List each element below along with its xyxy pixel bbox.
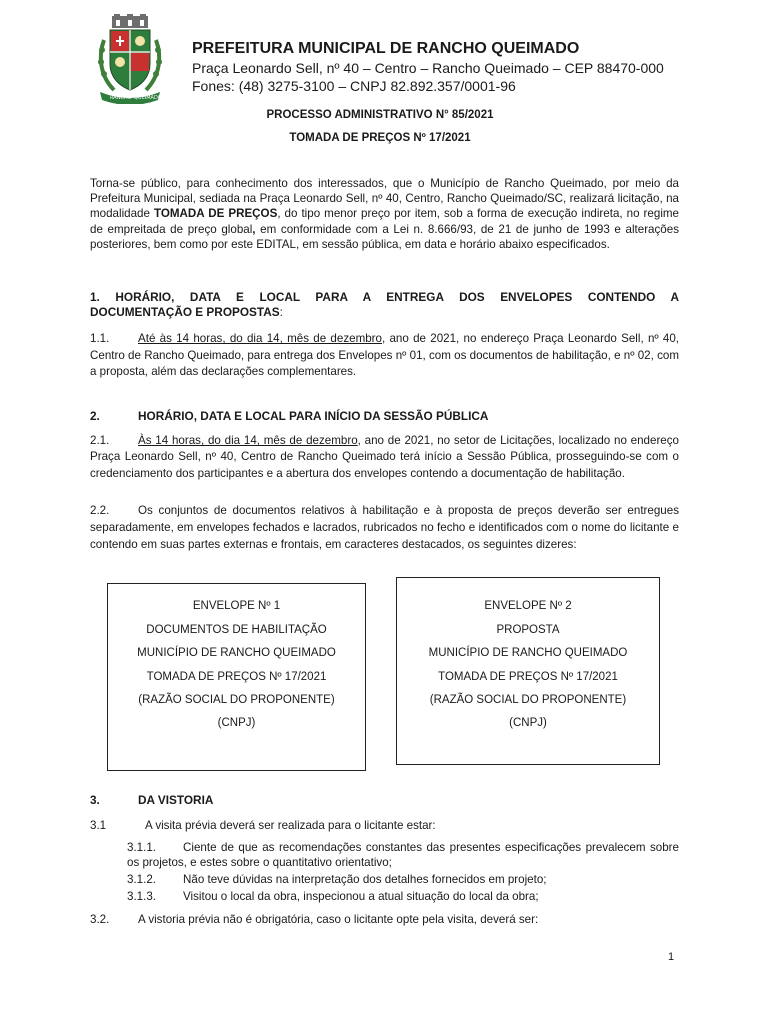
section2-heading bbox=[90, 409, 679, 424]
intro-bold-comma: , bbox=[252, 222, 256, 236]
item-number: 3.1 bbox=[90, 819, 107, 832]
envelope-1-line-4: TOMADA DE PREÇOS Nº 17/2021 bbox=[146, 671, 327, 683]
envelope-2-box bbox=[396, 577, 660, 765]
intro-text-1: Torna-se público, para conhecimento dos interessados, que o Município de Rancho Queimado, por meio da Prefeitura Municipal, sediada na Praça Leonardo Sell, nº 40, Centro, Rancho Queimado/SC, realizará licitação, na modalidade bbox=[90, 177, 679, 221]
page-number: 1 bbox=[668, 951, 675, 963]
envelope-2-line-2: PROPOSTA bbox=[496, 624, 560, 636]
envelope-2-line-3: MUNICÍPIO DE RANCHO QUEIMADO bbox=[428, 647, 628, 659]
envelope-2-line-6: (CNPJ) bbox=[509, 717, 547, 729]
section3-item-3-1 bbox=[90, 818, 679, 833]
intro-text-2: , do tipo menor preço por item, sob a forma de execução indireta, no regime de empreitada de preço global bbox=[90, 207, 679, 236]
item-number: 3.1.3. bbox=[127, 890, 157, 903]
intro-text-3: em conformidade com a Lei n. 8.666/93, de 21 de junho de 1993 e alterações posteriores, bem como por este EDITAL, em sessão pública, em data e horário abaixo especificados. bbox=[90, 222, 679, 251]
section2-heading-text: HORÁRIO, DATA E LOCAL PARA INÍCIO DA SESSÃO PÚBLICA bbox=[138, 409, 489, 423]
item-number: 2.2. bbox=[90, 504, 110, 517]
item-number: 3.1.2. bbox=[127, 873, 157, 886]
item-text: Visitou o local da obra, inspecionou a atual situação do local da obra; bbox=[183, 890, 539, 903]
envelope-1-line-5: (RAZÃO SOCIAL DO PROPONENTE) bbox=[138, 694, 335, 706]
section3-sub-3-1-1 bbox=[127, 840, 679, 870]
envelope-1-box bbox=[107, 583, 366, 771]
item-text: , ano de 2021, no setor de Licitações, localizado no endereço Praça Leonardo Sell, nº 40, Centro de Rancho Queimado terá início a Sessão Pública, prosseguindo-se com o credenciamento dos participantes e a abertura dos envelopes contendo a documentação de habilitação. bbox=[90, 434, 680, 480]
section1-heading-text: DOCUMENTAÇÃO E PROPOSTAS bbox=[90, 305, 280, 319]
item-number: 2.1. bbox=[90, 434, 110, 447]
envelope-2-line-1: ENVELOPE Nº 2 bbox=[484, 600, 572, 612]
section1-heading-line2 bbox=[90, 305, 679, 320]
item-number: 1.1. bbox=[90, 332, 110, 345]
section3-item-3-2 bbox=[90, 912, 679, 927]
section-number: 2. bbox=[90, 409, 100, 423]
municipal-crest-logo bbox=[96, 14, 164, 104]
crest-ribbon-right: QUEIMADO bbox=[134, 95, 162, 101]
section1-item-1-1 bbox=[90, 331, 679, 381]
item-text: Não teve dúvidas na interpretação dos detalhes fornecidos em projeto; bbox=[183, 873, 547, 886]
item-text: Os conjuntos de documentos relativos à habilitação e à proposta de preços deverão ser entregues separadamente, em envelopes fechados e lacrados, rubricados no fecho e identificados com o nome do licitante e contendo em suas partes externas e frontais, em caracteres destacados, os seguintes dizeres: bbox=[90, 504, 679, 551]
envelope-1-line-6: (CNPJ) bbox=[217, 717, 256, 729]
item-text: , ano de 2021, no endereço Praça Leonardo Sell, nº 40, Centro de Rancho Queimado, para entrega dos Envelopes nº 01, com os documentos de habilitação, e nº 02, com a proposta, além das declarações complementares. bbox=[90, 332, 680, 378]
section3-sub-3-1-3 bbox=[127, 889, 679, 904]
session-time-underlined: Às 14 horas, do dia 14, mês de dezembro bbox=[138, 434, 358, 447]
intro-paragraph bbox=[90, 176, 679, 252]
section2-item-2-2 bbox=[90, 503, 679, 553]
item-text: A vistoria prévia não é obrigatória, caso o licitante opte pela visita, deverá ser: bbox=[138, 913, 539, 926]
intro-bold-modality: TOMADA DE PREÇOS bbox=[153, 207, 278, 221]
section3-heading-text: DA VISTORIA bbox=[138, 793, 214, 807]
envelope-2-line-5: (RAZÃO SOCIAL DO PROPONENTE) bbox=[429, 694, 627, 706]
letterhead-title: PREFEITURA MUNICIPAL DE RANCHO QUEIMADO bbox=[192, 40, 580, 57]
section3-heading bbox=[90, 793, 679, 808]
crest-ribbon-left: RANCHO bbox=[110, 95, 132, 101]
envelope-1-line-3: MUNICÍPIO DE RANCHO QUEIMADO bbox=[137, 647, 336, 659]
process-number: PROCESSO ADMINISTRATIVO N° 85/2021 bbox=[266, 109, 494, 121]
section-number: 3. bbox=[90, 793, 100, 807]
section1-heading-colon: : bbox=[279, 305, 283, 319]
deadline-underlined: Até às 14 horas, do dia 14, mês de dezembro bbox=[138, 332, 382, 345]
letterhead-address: Praça Leonardo Sell, nº 40 – Centro – Rancho Queimado – CEP 88470-000 bbox=[192, 60, 664, 76]
section1-heading-line1: 1. HORÁRIO, DATA E LOCAL PARA A ENTREGA DOS ENVELOPES CONTENDO A bbox=[90, 290, 679, 304]
item-text: Ciente de que as recomendações constantes das presentes especificações prevalecem sobre os projetos, e estes sobre o quantitativo orientativo; bbox=[127, 841, 679, 870]
section2-item-2-1 bbox=[90, 433, 679, 482]
item-number: 3.1.1. bbox=[127, 841, 157, 854]
letterhead-contact: Fones: (48) 3275-3100 – CNPJ 82.892.357/0001-96 bbox=[192, 78, 516, 94]
item-number: 3.2. bbox=[90, 913, 110, 926]
item-text: A visita prévia deverá ser realizada para o licitante estar: bbox=[145, 819, 436, 832]
section3-sub-3-1-2 bbox=[127, 872, 679, 887]
envelope-1-line-2: DOCUMENTOS DE HABILITAÇÃO bbox=[146, 624, 327, 636]
envelope-1-line-1: ENVELOPE Nº 1 bbox=[192, 600, 281, 612]
process-tomada-precos: TOMADA DE PREÇOS Nº 17/2021 bbox=[289, 132, 471, 144]
envelope-2-line-4: TOMADA DE PREÇOS Nº 17/2021 bbox=[438, 671, 618, 683]
